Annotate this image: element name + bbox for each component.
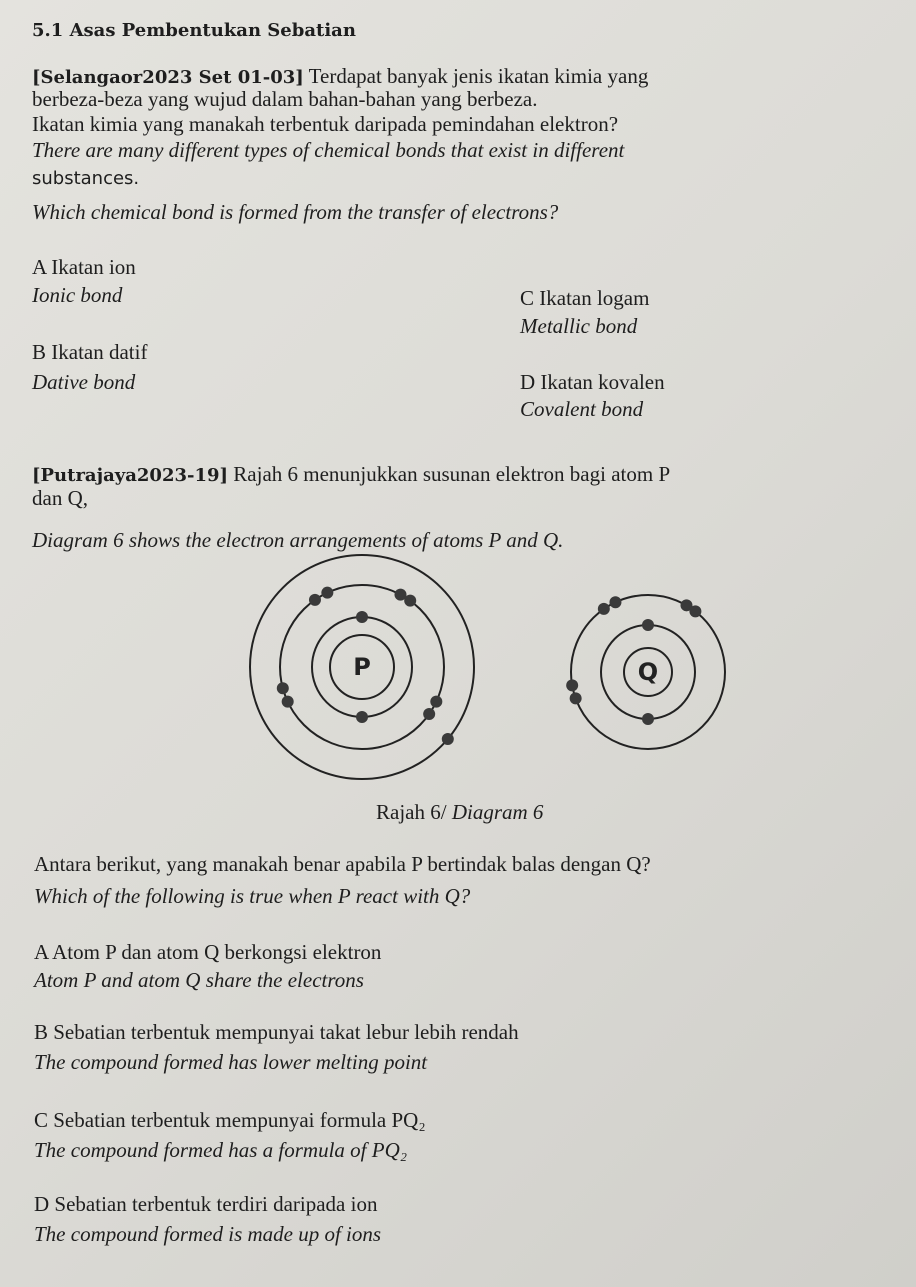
option-c-en: Metallic bond [520, 314, 638, 338]
option-b: B Ikatan datif [32, 340, 148, 364]
electron [282, 696, 294, 708]
section-title: 5.1 Asas Pembentukan Sebatian [32, 20, 356, 41]
electron [642, 619, 654, 631]
electron [689, 605, 701, 617]
question-source: [Putrajaya2023-19] [32, 465, 229, 486]
atom-label: Q [637, 658, 659, 686]
option-b-en: The compound formed has lower melting point [34, 1050, 428, 1074]
electron [442, 733, 454, 745]
option-d-en: The compound formed is made up of ions [34, 1222, 382, 1246]
question-text-en: Which chemical bond is formed from the transfer of electrons? [32, 200, 559, 224]
option-c-en: The compound formed has a formula of PQ₂ [34, 1138, 408, 1162]
electron [356, 611, 368, 623]
question-text-en: Diagram 6 shows the electron arrangements of atoms P and Q. [32, 528, 564, 552]
option-a: A Atom P dan atom Q berkongsi elektron [34, 940, 382, 964]
electron [321, 587, 333, 599]
electron [570, 692, 582, 704]
option-a: A Ikatan ion [32, 255, 136, 279]
diagram-caption-en: Diagram 6 [451, 800, 544, 824]
atom-q-diagram [566, 595, 725, 749]
atom-p-diagram [250, 555, 474, 779]
question-source: [Selangaor2023 Set 01-03] [32, 67, 304, 88]
electron [423, 708, 435, 720]
option-d: D Sebatian terbentuk terdiri daripada ion [34, 1192, 378, 1216]
option-a-en: Ionic bond [32, 283, 123, 307]
question-text: dan Q, [32, 486, 88, 510]
question-text-en: There are many different types of chemical bonds that exist in different [32, 138, 625, 162]
option-d-en: Covalent bond [520, 397, 644, 421]
question-text-en: substances. [32, 168, 140, 189]
question-text: Ikatan kimia yang manakah terbentuk daripada pemindahan elektron? [32, 112, 619, 136]
option-a-en: Atom P and atom Q share the electrons [34, 968, 364, 992]
diagram-caption: Rajah 6/ [376, 800, 447, 824]
electron [309, 594, 321, 606]
atom-label: P [353, 653, 371, 681]
electron [609, 596, 621, 608]
option-c: C Ikatan logam [520, 286, 650, 310]
option-b-en: Dative bond [32, 370, 136, 394]
electron [430, 696, 442, 708]
electron [356, 711, 368, 723]
question-text: berbeza-beza yang wujud dalam bahan-bahan yang berbeza. [32, 87, 538, 111]
option-d: D Ikatan kovalen [520, 370, 665, 394]
option-b: B Sebatian terbentuk mempunyai takat lebur lebih rendah [34, 1020, 519, 1044]
electron [598, 603, 610, 615]
question-text: Rajah 6 menunjukkan susunan elektron bagi atom P [233, 462, 671, 486]
question-text-en: Which of the following is true when P react with Q? [34, 884, 471, 908]
question-text: Antara berikut, yang manakah benar apabila P bertindak balas dengan Q? [34, 852, 651, 876]
electron [404, 595, 416, 607]
electron [277, 682, 289, 694]
question-text: Terdapat banyak jenis ikatan kimia yang [308, 64, 649, 88]
option-c: C Sebatian terbentuk mempunyai formula PQ₂ [34, 1108, 426, 1132]
electron [642, 713, 654, 725]
electron [566, 679, 578, 691]
